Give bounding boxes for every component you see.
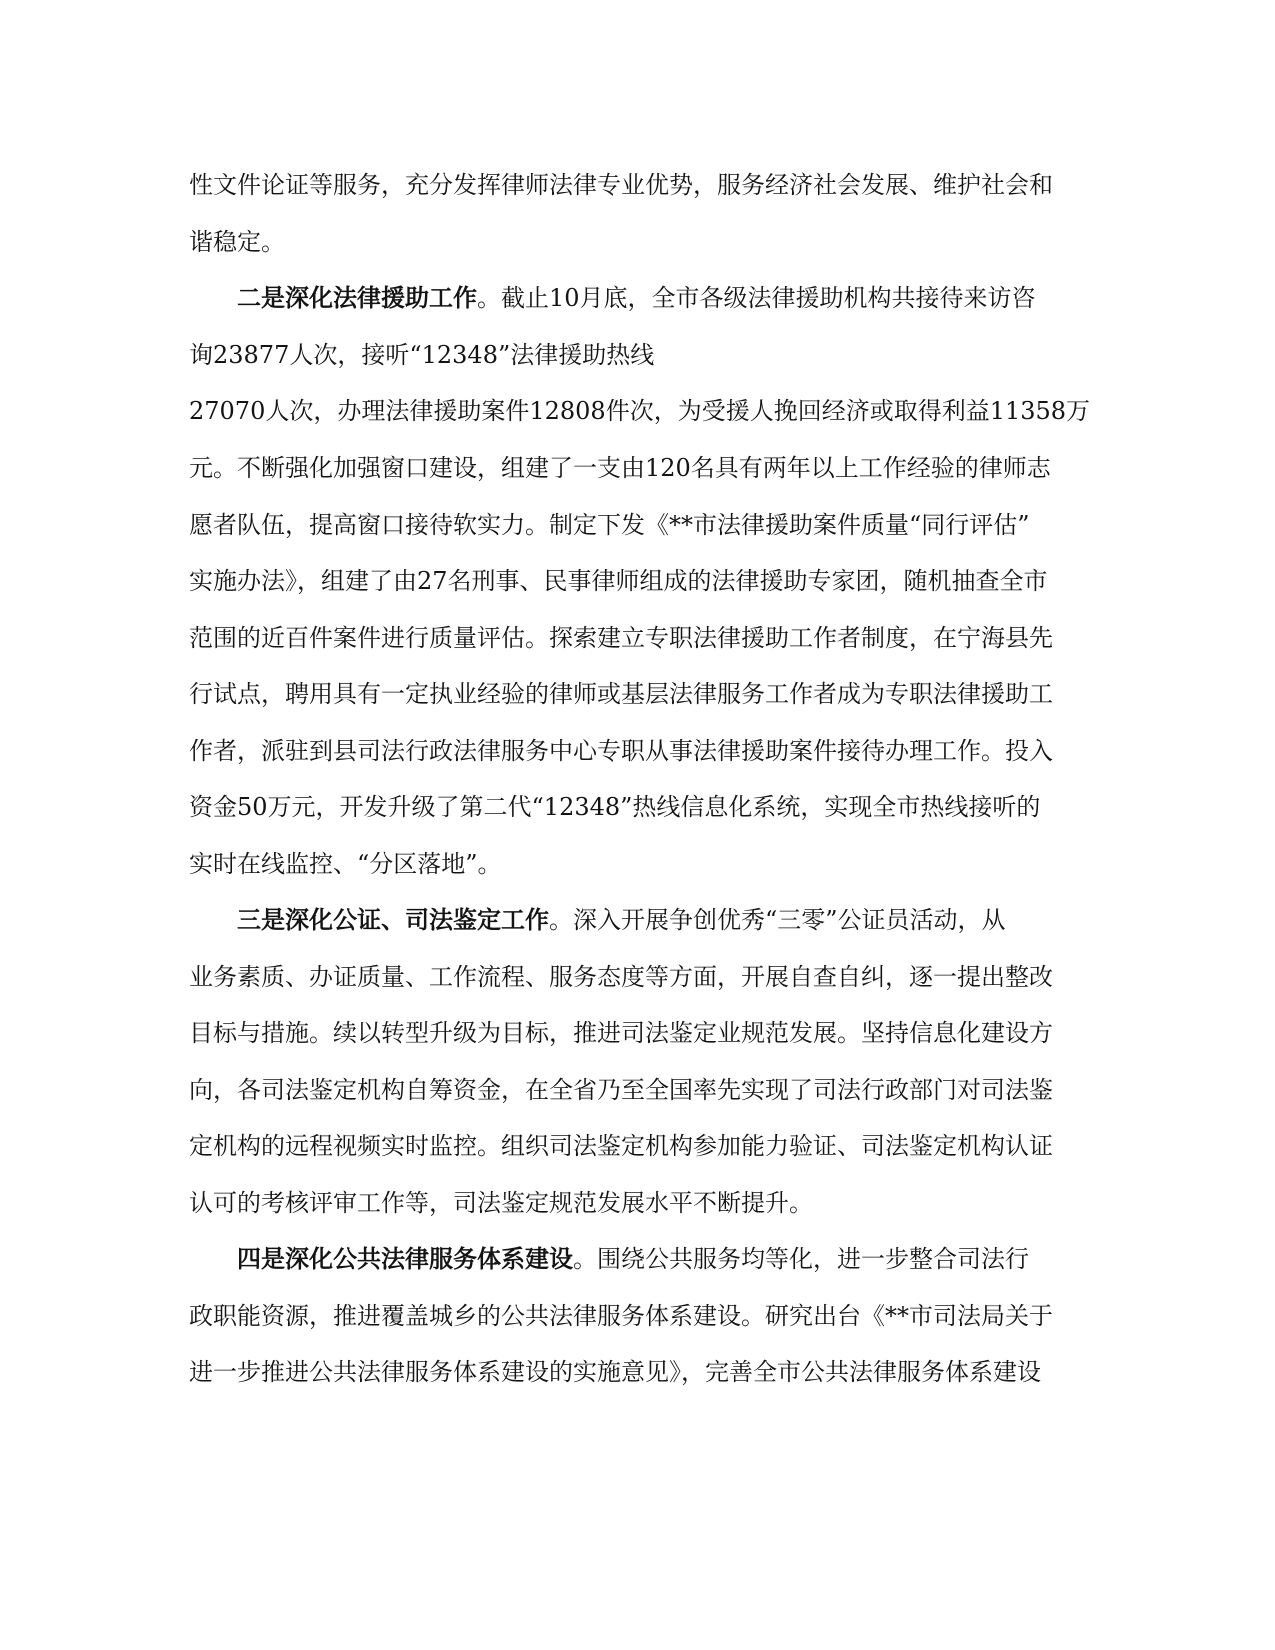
text-line: 行试点，聘用具有一定执业经验的律师或基层法律服务工作者成为专职法律援助工 — [189, 680, 1053, 708]
text-line: 政职能资源，推进覆盖城乡的公共法律服务体系建设。研究出台《**市司法局关于 — [189, 1302, 1053, 1330]
text-line: 。深入开展争创优秀“三零”公证员活动，从 — [549, 906, 1006, 934]
paragraph-notary-start — [237, 905, 1006, 935]
section-heading-legal-aid: 二是深化法律援助工作 — [237, 283, 477, 312]
text-line: 认可的考核评审工作等，司法鉴定规范发展水平不断提升。 — [189, 1189, 813, 1217]
section-heading-notary: 三是深化公证、司法鉴定工作 — [237, 905, 549, 934]
section-heading-public-legal: 四是深化公共法律服务体系建设 — [237, 1244, 573, 1273]
text-line: 范围的近百件案件进行质量评估。探索建立专职法律援助工作者制度，在宁海县先 — [189, 624, 1053, 652]
text-line: 定机构的远程视频实时监控。组织司法鉴定机构参加能力验证、司法鉴定机构认证 — [189, 1132, 1053, 1160]
paragraph-legal-aid-start — [237, 283, 1036, 313]
text-line: 作者，派驻到县司法行政法律服务中心专职从事法律援助案件接待办理工作。投入 — [189, 737, 1053, 765]
text-line: 进一步推进公共法律服务体系建设的实施意见》，完善全市公共法律服务体系建设 — [189, 1358, 1041, 1386]
text-line: 性文件论证等服务，充分发挥律师法律专业优势，服务经济社会发展、维护社会和 — [189, 171, 1053, 199]
text-line: 业务素质、办证质量、工作流程、服务态度等方面，开展自查自纠，逐一提出整改 — [189, 963, 1053, 991]
text-line: 愿者队伍，提高窗口接待软实力。制定下发《**市法律援助案件质量“同行评估” — [189, 511, 1030, 539]
text-line: 。围绕公共服务均等化，进一步整合司法行 — [573, 1245, 1029, 1273]
text-line: 元。不断强化加强窗口建设，组建了一支由120名具有两年以上工作经验的律师志 — [189, 454, 1051, 482]
text-line: 资金50万元，开发升级了第二代“12348”热线信息化系统，实现全市热线接听的 — [189, 793, 1041, 821]
text-line: 27070人次，办理法律援助案件12808件次，为受援人挽回经济或取得利益11358万 — [189, 397, 1091, 425]
text-line: 实时在线监控、“分区落地”。 — [189, 850, 502, 878]
text-line: 向，各司法鉴定机构自筹资金，在全省乃至全国率先实现了司法行政部门对司法鉴 — [189, 1076, 1053, 1104]
text-line: 询23877人次，接听“12348”法律援助热线 — [189, 341, 655, 369]
paragraph-public-legal-start — [237, 1244, 1029, 1274]
text-line: 。截止10月底，全市各级法律援助机构共接待来访咨 — [477, 284, 1036, 312]
text-line: 谐稳定。 — [189, 228, 285, 256]
text-line: 实施办法》，组建了由27名刑事、民事律师组成的法律援助专家团，随机抽查全市 — [189, 567, 1048, 595]
text-line: 目标与措施。续以转型升级为目标，推进司法鉴定业规范发展。坚持信息化建设方 — [189, 1019, 1053, 1047]
